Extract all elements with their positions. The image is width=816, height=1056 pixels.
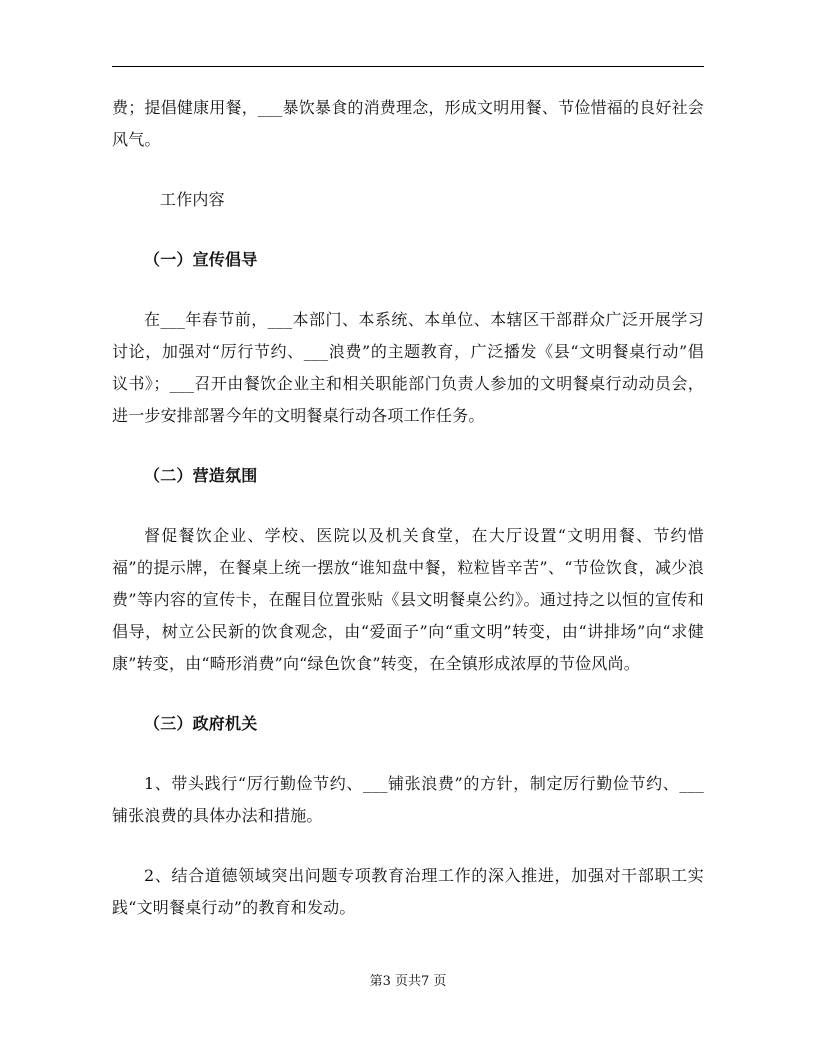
paragraph-gap <box>112 740 704 768</box>
section-1-body: 在___年春节前，___本部门、本系统、本单位、本辖区干部群众广泛开展学习讨论，加强对“厉行节约、___浪费”的主题教育，广泛播发《县“文明餐桌行动”倡议书》；___召开由餐饮企业主和相关职能部门负责人参加的文明餐桌行动动员会，进一步安排部署今年的文明餐桌行动各项工作任务。 <box>112 310 704 425</box>
section-3-title: （三）政府机关 <box>144 714 258 733</box>
section-2-body: 督促餐饮企业、学校、医院以及机关食堂，在大厅设置“文明用餐、节约惜福”的提示牌，在餐桌上统一摆放“谁知盘中餐，粒粒皆辛苦”、“节俭饮食，减少浪费”等内容的宣传卡，在醒目位置张贴《县文明餐桌公约》。通过持之以恒的宣传和倡导，树立公民新的饮食观念，由“爱面子”向“重文明”转变，由“讲排场”向“求健康”转变，由“畸形消费”向“绿色饮食”转变，在全镇形成浓厚的节俭风尚。 <box>112 526 704 673</box>
work-content-title: 工作内容 <box>160 190 225 209</box>
page-indicator: 第3 页共7 页 <box>369 974 447 989</box>
section-2-title: （二）营造氛围 <box>144 466 258 485</box>
section-1-title: （一）宣传倡导 <box>144 250 258 269</box>
intro-continuation-paragraph: 费；提倡健康用餐，___暴饮暴食的消费理念，形成文明用餐、节俭惜福的良好社会风气。 <box>112 98 704 149</box>
document-body <box>112 92 704 924</box>
section-3-item-1: 1、带头践行“厉行勤俭节约、___铺张浪费”的方针，制定厉行勤俭节约、___铺张浪费的具体办法和措施。 <box>112 774 704 825</box>
section-3-item-2: 2、结合道德领域突出问题专项教育治理工作的深入推进，加强对干部职工实践“文明餐桌行动”的教育和发动。 <box>112 866 704 917</box>
paragraph-gap <box>112 276 704 304</box>
header-rule <box>112 66 704 67</box>
page-footer <box>0 970 816 989</box>
paragraph-gap <box>112 832 704 860</box>
paragraph-gap <box>112 432 704 460</box>
paragraph-gap <box>112 680 704 708</box>
paragraph-gap <box>112 492 704 520</box>
paragraph-gap <box>112 216 704 244</box>
paragraph-gap <box>112 156 704 184</box>
